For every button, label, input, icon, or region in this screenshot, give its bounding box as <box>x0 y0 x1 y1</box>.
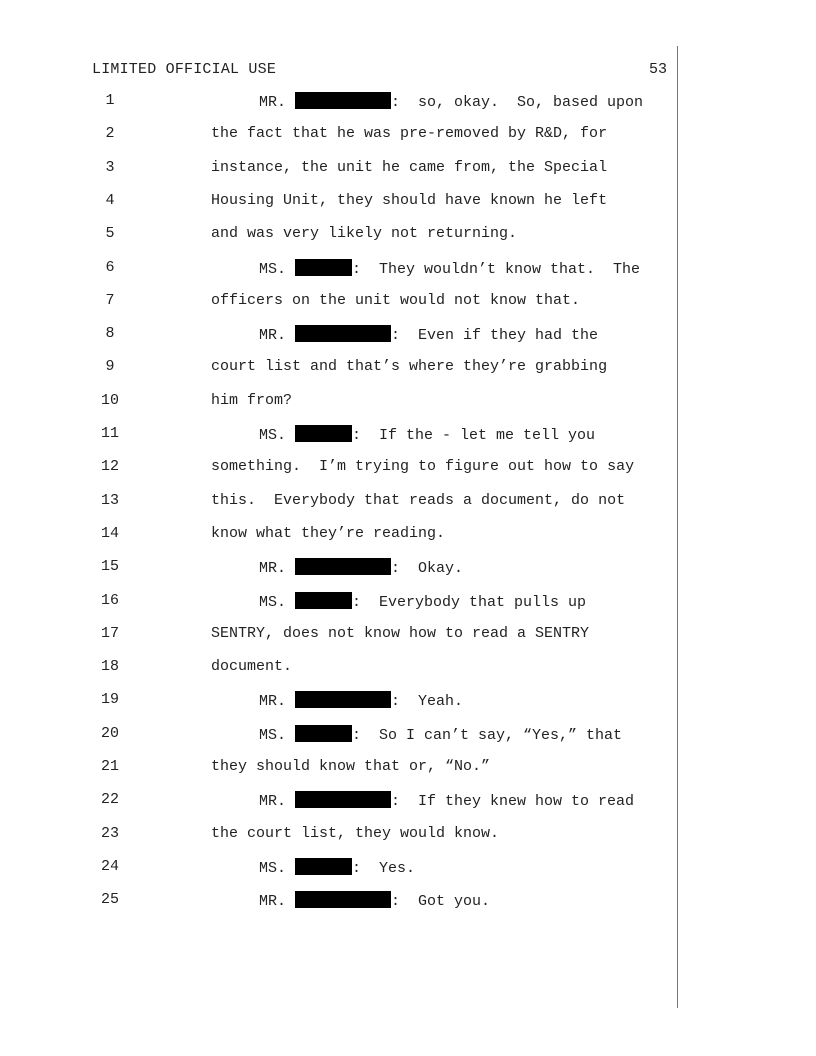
transcript-line <box>0 558 816 580</box>
line-text: document. <box>211 658 293 676</box>
line-number: 9 <box>105 358 115 376</box>
line-text <box>259 425 595 444</box>
speaker-label: MS. <box>259 859 287 877</box>
line-text <box>259 92 643 111</box>
utterance-text: : Yeah. <box>391 693 464 711</box>
transcript-line <box>0 891 816 913</box>
redaction-block <box>295 92 391 109</box>
line-number: 14 <box>100 524 119 542</box>
line-text: know what they’re reading. <box>211 524 446 542</box>
line-text <box>259 325 598 344</box>
redaction-block <box>295 891 391 908</box>
line-text: the court list, they would know. <box>211 824 500 842</box>
speaker-label: MR. <box>259 94 287 111</box>
speaker-label: MR. <box>259 327 287 345</box>
line-number: 12 <box>100 458 119 476</box>
line-text: Housing Unit, they should have known he left <box>211 191 608 209</box>
transcript-line <box>0 691 816 713</box>
redaction-block <box>295 725 352 742</box>
line-text <box>259 259 640 278</box>
line-text: instance, the unit he came from, the Special <box>211 158 608 176</box>
line-text <box>259 791 634 810</box>
utterance-text: : So I can’t say, “Yes,” that <box>352 726 623 744</box>
transcript-line <box>0 425 816 447</box>
transcript-line <box>0 758 816 780</box>
speaker-label: MS. <box>259 726 287 744</box>
transcript-line <box>0 325 816 347</box>
line-number: 13 <box>100 491 119 509</box>
redaction-block <box>295 425 352 442</box>
line-text <box>259 592 586 611</box>
line-number: 5 <box>105 225 115 243</box>
line-text: and was very likely not returning. <box>211 225 518 243</box>
redaction-block <box>295 259 352 276</box>
transcript-line <box>0 825 816 847</box>
transcript-line <box>0 791 816 813</box>
line-number: 15 <box>100 558 119 576</box>
line-number: 20 <box>100 724 119 742</box>
line-number: 3 <box>105 158 115 176</box>
transcript-line <box>0 725 816 747</box>
transcript-line <box>0 392 816 414</box>
line-number: 25 <box>100 891 119 909</box>
line-text: court list and that’s where they’re grabbing <box>211 358 608 376</box>
line-number: 11 <box>100 425 119 442</box>
transcript-line <box>0 192 816 214</box>
line-number: 8 <box>105 325 115 343</box>
utterance-text: : Got you. <box>391 893 491 911</box>
speaker-label: MR. <box>259 793 287 811</box>
line-number: 16 <box>100 591 119 609</box>
redaction-block <box>295 858 352 875</box>
line-text <box>259 558 463 577</box>
line-text <box>259 691 463 710</box>
transcript-line <box>0 625 816 647</box>
line-number: 18 <box>100 658 119 676</box>
utterance-text: : Yes. <box>352 859 416 877</box>
speaker-label: MS. <box>259 593 287 611</box>
line-number: 22 <box>100 791 119 809</box>
utterance-text: : Everybody that pulls up <box>352 593 587 611</box>
line-number: 23 <box>100 824 119 842</box>
speaker-label: MS. <box>259 260 287 278</box>
transcript-line <box>0 159 816 181</box>
line-text: this. Everybody that reads a document, do not <box>211 491 626 509</box>
line-text <box>259 891 490 910</box>
transcript-line <box>0 259 816 281</box>
transcript-line <box>0 592 816 614</box>
speaker-label: MR. <box>259 693 287 711</box>
line-text: him from? <box>211 391 293 409</box>
redaction-block <box>295 791 391 808</box>
utterance-text: : If the - let me tell you <box>352 427 596 444</box>
redaction-block <box>295 691 391 708</box>
transcript-line <box>0 492 816 514</box>
line-number: 19 <box>100 691 119 709</box>
line-number: 1 <box>105 92 115 109</box>
line-number: 17 <box>100 624 119 642</box>
transcript-line <box>0 125 816 147</box>
line-number: 7 <box>105 291 115 309</box>
transcript-line <box>0 292 816 314</box>
line-number: 24 <box>100 857 119 875</box>
utterance-text: : If they knew how to read <box>391 793 635 811</box>
line-text <box>259 858 415 877</box>
redaction-block <box>295 558 391 575</box>
line-text: they should know that or, “No.” <box>211 758 491 775</box>
line-number: 10 <box>100 391 119 409</box>
speaker-label: MR. <box>259 893 287 911</box>
line-text: the fact that he was pre-removed by R&D, for <box>211 125 608 143</box>
line-text: SENTRY, does not know how to read a SENTRY <box>211 624 590 642</box>
redaction-block <box>295 325 391 342</box>
line-number: 21 <box>100 758 119 775</box>
redaction-block <box>295 592 352 609</box>
line-number: 4 <box>105 191 115 209</box>
page-number: 53 <box>648 61 667 78</box>
classification-header: LIMITED OFFICIAL USE <box>92 61 277 78</box>
line-number: 2 <box>105 125 115 143</box>
line-text <box>259 725 622 744</box>
line-number: 6 <box>105 258 115 276</box>
line-text: something. I’m trying to figure out how to say <box>211 458 635 476</box>
transcript-line <box>0 225 816 247</box>
transcript-line <box>0 458 816 480</box>
utterance-text: : so, okay. So, based upon <box>391 94 644 111</box>
transcript-line <box>0 658 816 680</box>
speaker-label: MS. <box>259 427 287 444</box>
utterance-text: : They wouldn’t know that. The <box>352 260 641 278</box>
speaker-label: MR. <box>259 560 287 578</box>
transcript-line <box>0 525 816 547</box>
transcript-line <box>0 358 816 380</box>
transcript-line <box>0 858 816 880</box>
utterance-text: : Okay. <box>391 560 464 578</box>
utterance-text: : Even if they had the <box>391 327 599 345</box>
line-text: officers on the unit would not know that. <box>211 291 581 309</box>
transcript-line <box>0 92 816 114</box>
